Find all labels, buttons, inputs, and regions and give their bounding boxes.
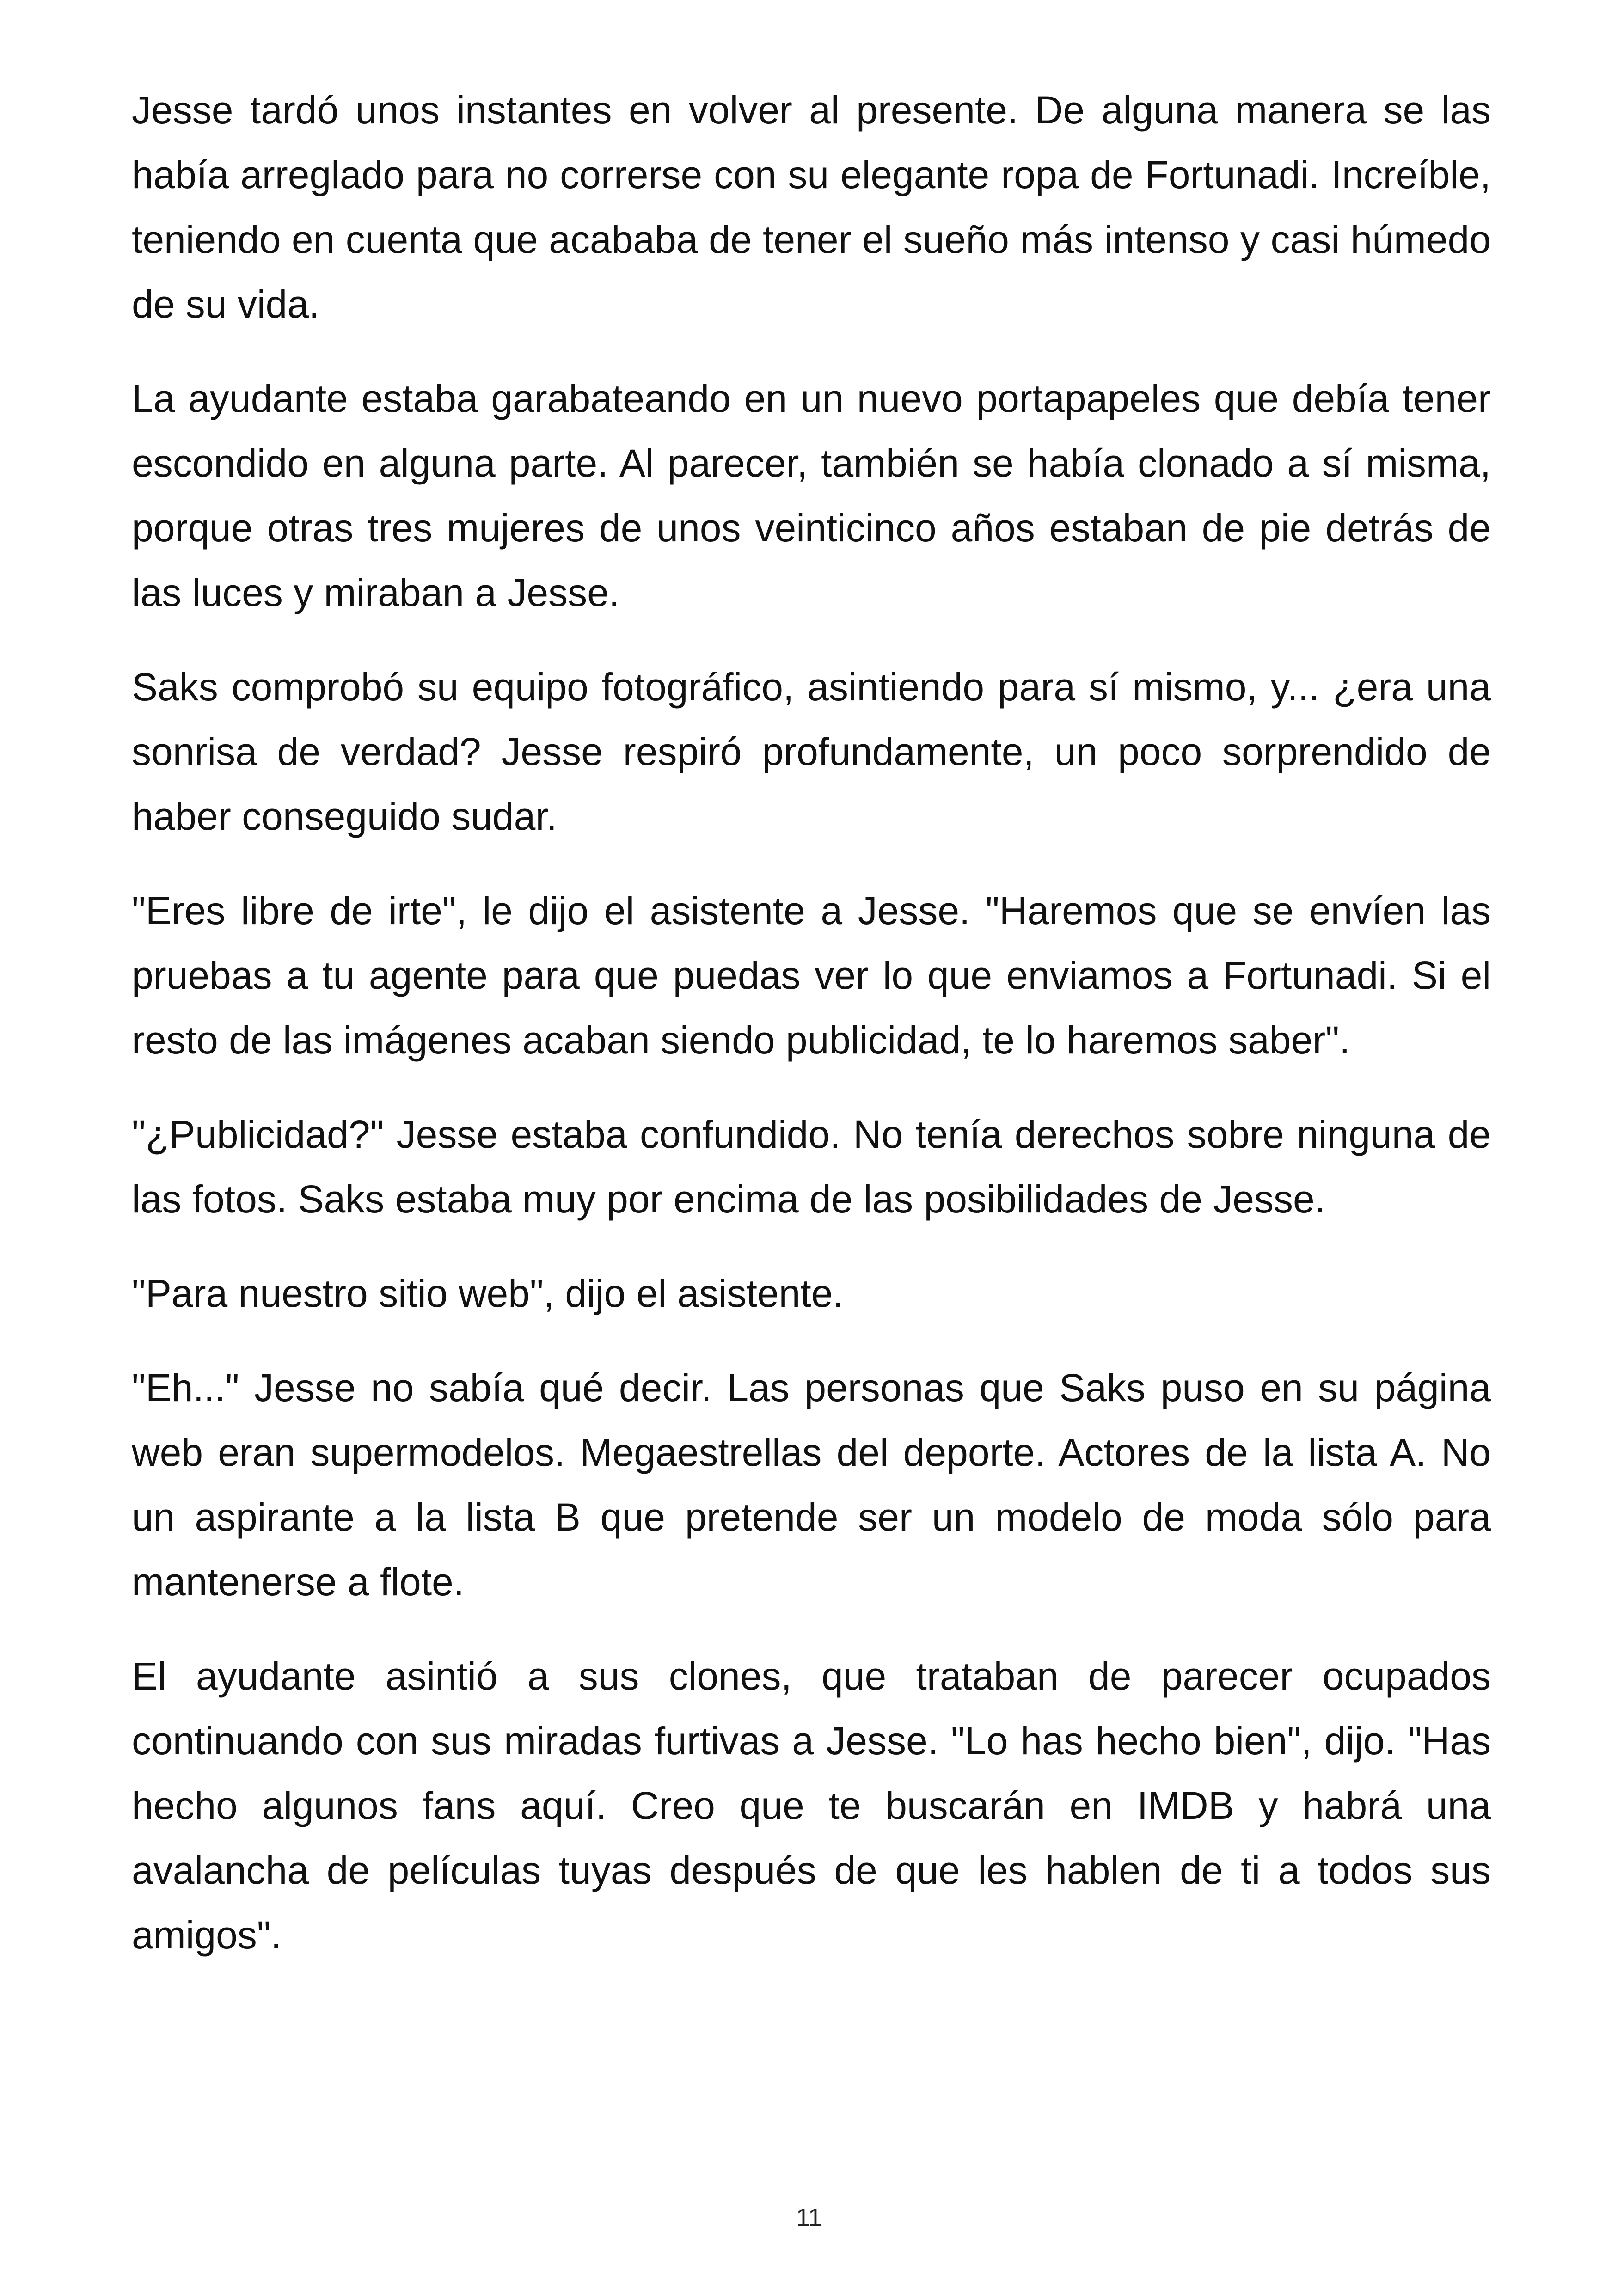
paragraph-4: "Eres libre de irte", le dijo el asistente a Jesse. "Haremos que se envíen las pruebas a tu agente para que puedas ver lo que enviamos a Fortunadi. Si el resto de las imágenes acaban siendo publicidad, te lo haremos saber". bbox=[132, 889, 1491, 1062]
page-number: 11 bbox=[796, 2204, 822, 2231]
paragraph-6: "Para nuestro sitio web", dijo el asistente. bbox=[132, 1272, 844, 1315]
body-text bbox=[132, 78, 1491, 1997]
paragraph-2: La ayudante estaba garabateando en un nuevo portapapeles que debía tener escondido en alguna parte. Al parecer, también se había clonado a sí misma, porque otras tres mujeres de unos veinticinco años estaban de pie detrás de las luces y miraban a Jesse. bbox=[132, 377, 1491, 614]
paragraph-1: Jesse tardó unos instantes en volver al presente. De alguna manera se las había arreglado para no correrse con su elegante ropa de Fortunadi. Increíble, teniendo en cuenta que acababa de tener el sueño más intenso y casi húmedo de su vida. bbox=[132, 88, 1491, 326]
paragraph-7: "Eh..." Jesse no sabía qué decir. Las personas que Saks puso en su página web eran supermodelos. Megaestrellas del deporte. Actores de la lista A. No un aspirante a la lista B que pretende ser un modelo de moda sólo para mantenerse a flote. bbox=[132, 1366, 1491, 1604]
paragraph-3: Saks comprobó su equipo fotográfico, asintiendo para sí mismo, y... ¿era una sonrisa de verdad? Jesse respiró profundamente, un poco sorprendido de haber conseguido sudar. bbox=[132, 665, 1491, 838]
paragraph-5: "¿Publicidad?" Jesse estaba confundido. No tenía derechos sobre ninguna de las fotos. Saks estaba muy por encima de las posibilidades de Jesse. bbox=[132, 1113, 1491, 1221]
paragraph-8: El ayudante asintió a sus clones, que trataban de parecer ocupados continuando con sus miradas furtivas a Jesse. "Lo has hecho bien", dijo. "Has hecho algunos fans aquí. Creo que te buscarán en IMDB y habrá una avalancha de películas tuyas después de que les hablen de ti a todos sus amigos". bbox=[132, 1654, 1491, 1957]
